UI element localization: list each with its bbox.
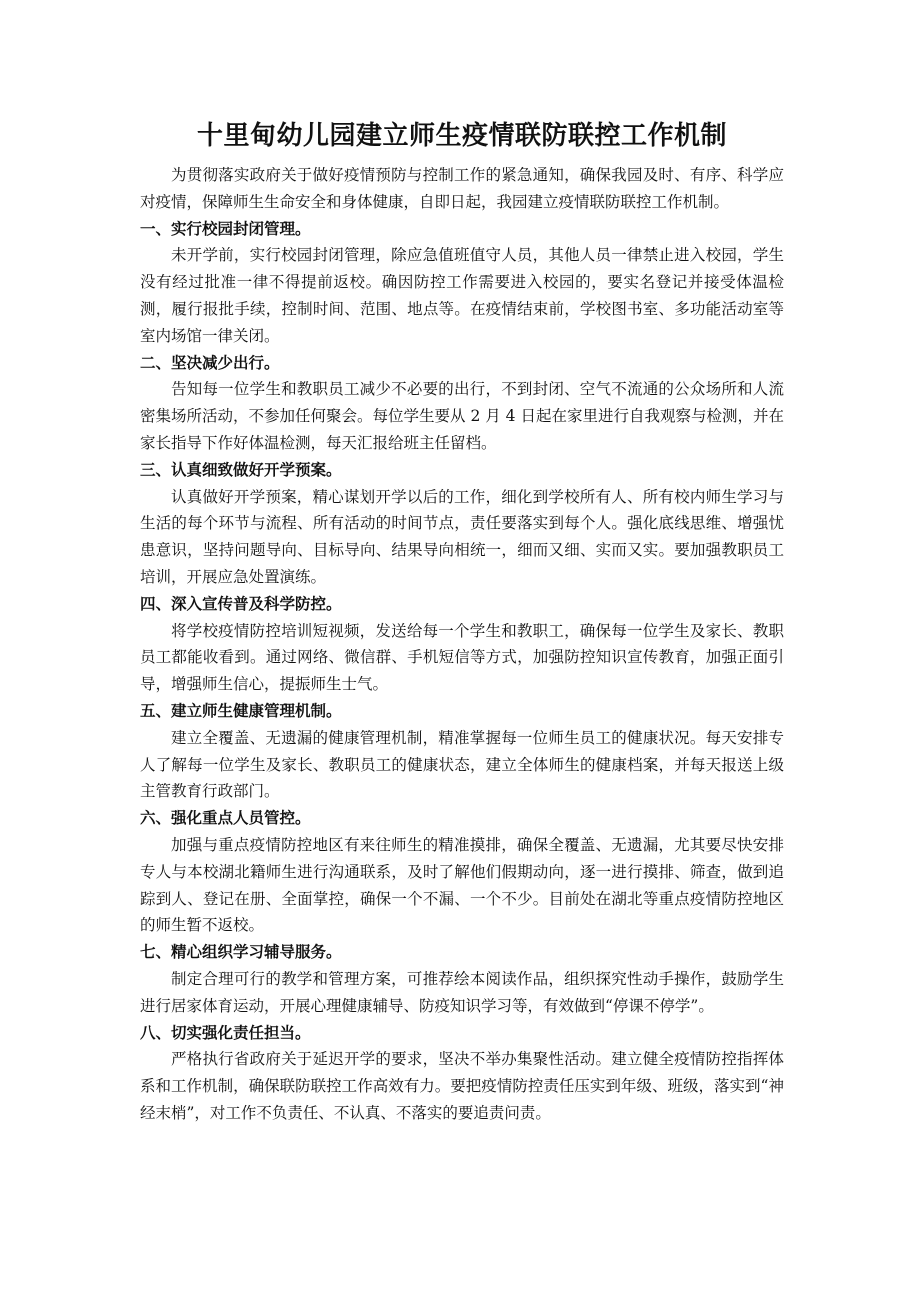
section-body-2: 告知每一位学生和教职员工减少不必要的出行，不到封闭、空气不流通的公众场所和人流密集场所活动，不参加任何聚会。每位学生要从 2 月 4 日起在家里进行自我观察与检测，并在家长指导下作好体温检测，每天汇报给班主任留档。	[140, 380, 784, 452]
document-title: 十里甸幼儿园建立师生疫情联防联控工作机制	[196, 121, 727, 151]
section-heading-5: 五、建立师生健康管理机制。	[140, 701, 342, 720]
section-body-3: 认真做好开学预案，精心谋划开学以后的工作，细化到学校所有人、所有校内师生学习与生活的每个环节与流程、所有活动的时间节点，责任要落实到每个人。强化底线思维、增强忧患意识，坚持问题导向、目标导向、结果导向相统一，细而又细、实而又实。要加强教职员工培训，开展应急处置演练。	[140, 487, 784, 586]
section-heading-4: 四、深入宣传普及科学防控。	[140, 594, 342, 613]
section-heading-6: 六、强化重点人员管控。	[140, 809, 311, 828]
section-body-1: 未开学前，实行校园封闭管理，除应急值班值守人员，其他人员一律禁止进入校园，学生没有经过批准一律不得提前返校。确因防控工作需要进入校园的，要实名登记并接受体温检测，履行报批手续，控制时间、范围、地点等。在疫情结束前，学校图书室、多功能活动室等室内场馆一律关闭。	[140, 246, 784, 345]
section-heading-1: 一、实行校园封闭管理。	[140, 219, 311, 238]
section-heading-7: 七、精心组织学习辅导服务。	[140, 943, 342, 962]
section-body-4: 将学校疫情防控培训短视频，发送给每一个学生和教职工，确保每一位学生及家长、教职员工都能收看到。通过网络、微信群、手机短信等方式，加强防控知识宣传教育，加强正面引导，增强师生信心，提振师生士气。	[140, 621, 784, 694]
section-heading-3: 三、认真细致做好开学预案。	[140, 460, 342, 479]
section-body-7: 制定合理可行的教学和管理方案，可推荐绘本阅读作品，组织探究性动手操作，鼓励学生进行居家体育运动，开展心理健康辅导、防疫知识学习等，有效做到“停课不停学”。	[140, 969, 784, 1015]
section-heading-2: 二、坚决减少出行。	[140, 353, 280, 372]
document-page	[140, 116, 784, 1127]
section-body-5: 建立全覆盖、无遗漏的健康管理机制，精准掌握每一位师生员工的健康状况。每天安排专人了解每一位学生及家长、教职员工的健康状态，建立全体师生的健康档案，并每天报送上级主管教育行政部门。	[140, 728, 784, 801]
intro-paragraph: 为贯彻落实政府关于做好疫情预防与控制工作的紧急通知，确保我园及时、有序、科学应对疫情，保障师生生命安全和身体健康，自即日起，我园建立疫情联防联控工作机制。	[140, 166, 784, 211]
section-heading-8: 八、切实强化责任担当。	[140, 1023, 311, 1042]
section-body-6: 加强与重点疫情防控地区有来往师生的精准摸排，确保全覆盖、无遗漏，尤其要尽快安排专人与本校湖北籍师生进行沟通联系，及时了解他们假期动向，逐一进行摸排、筛查，做到追踪到人、登记在册、全面掌控，确保一个不漏、一个不少。目前处在湖北等重点疫情防控地区的师生暂不返校。	[140, 835, 784, 935]
section-body-8: 严格执行省政府关于延迟开学的要求，坚决不举办集聚性活动。建立健全疫情防控指挥体系和工作机制，确保联防联控工作高效有力。要把疫情防控责任压实到年级、班级，落实到“神经末梢”，对工作不负责任、不认真、不落实的要追责问责。	[140, 1050, 784, 1122]
